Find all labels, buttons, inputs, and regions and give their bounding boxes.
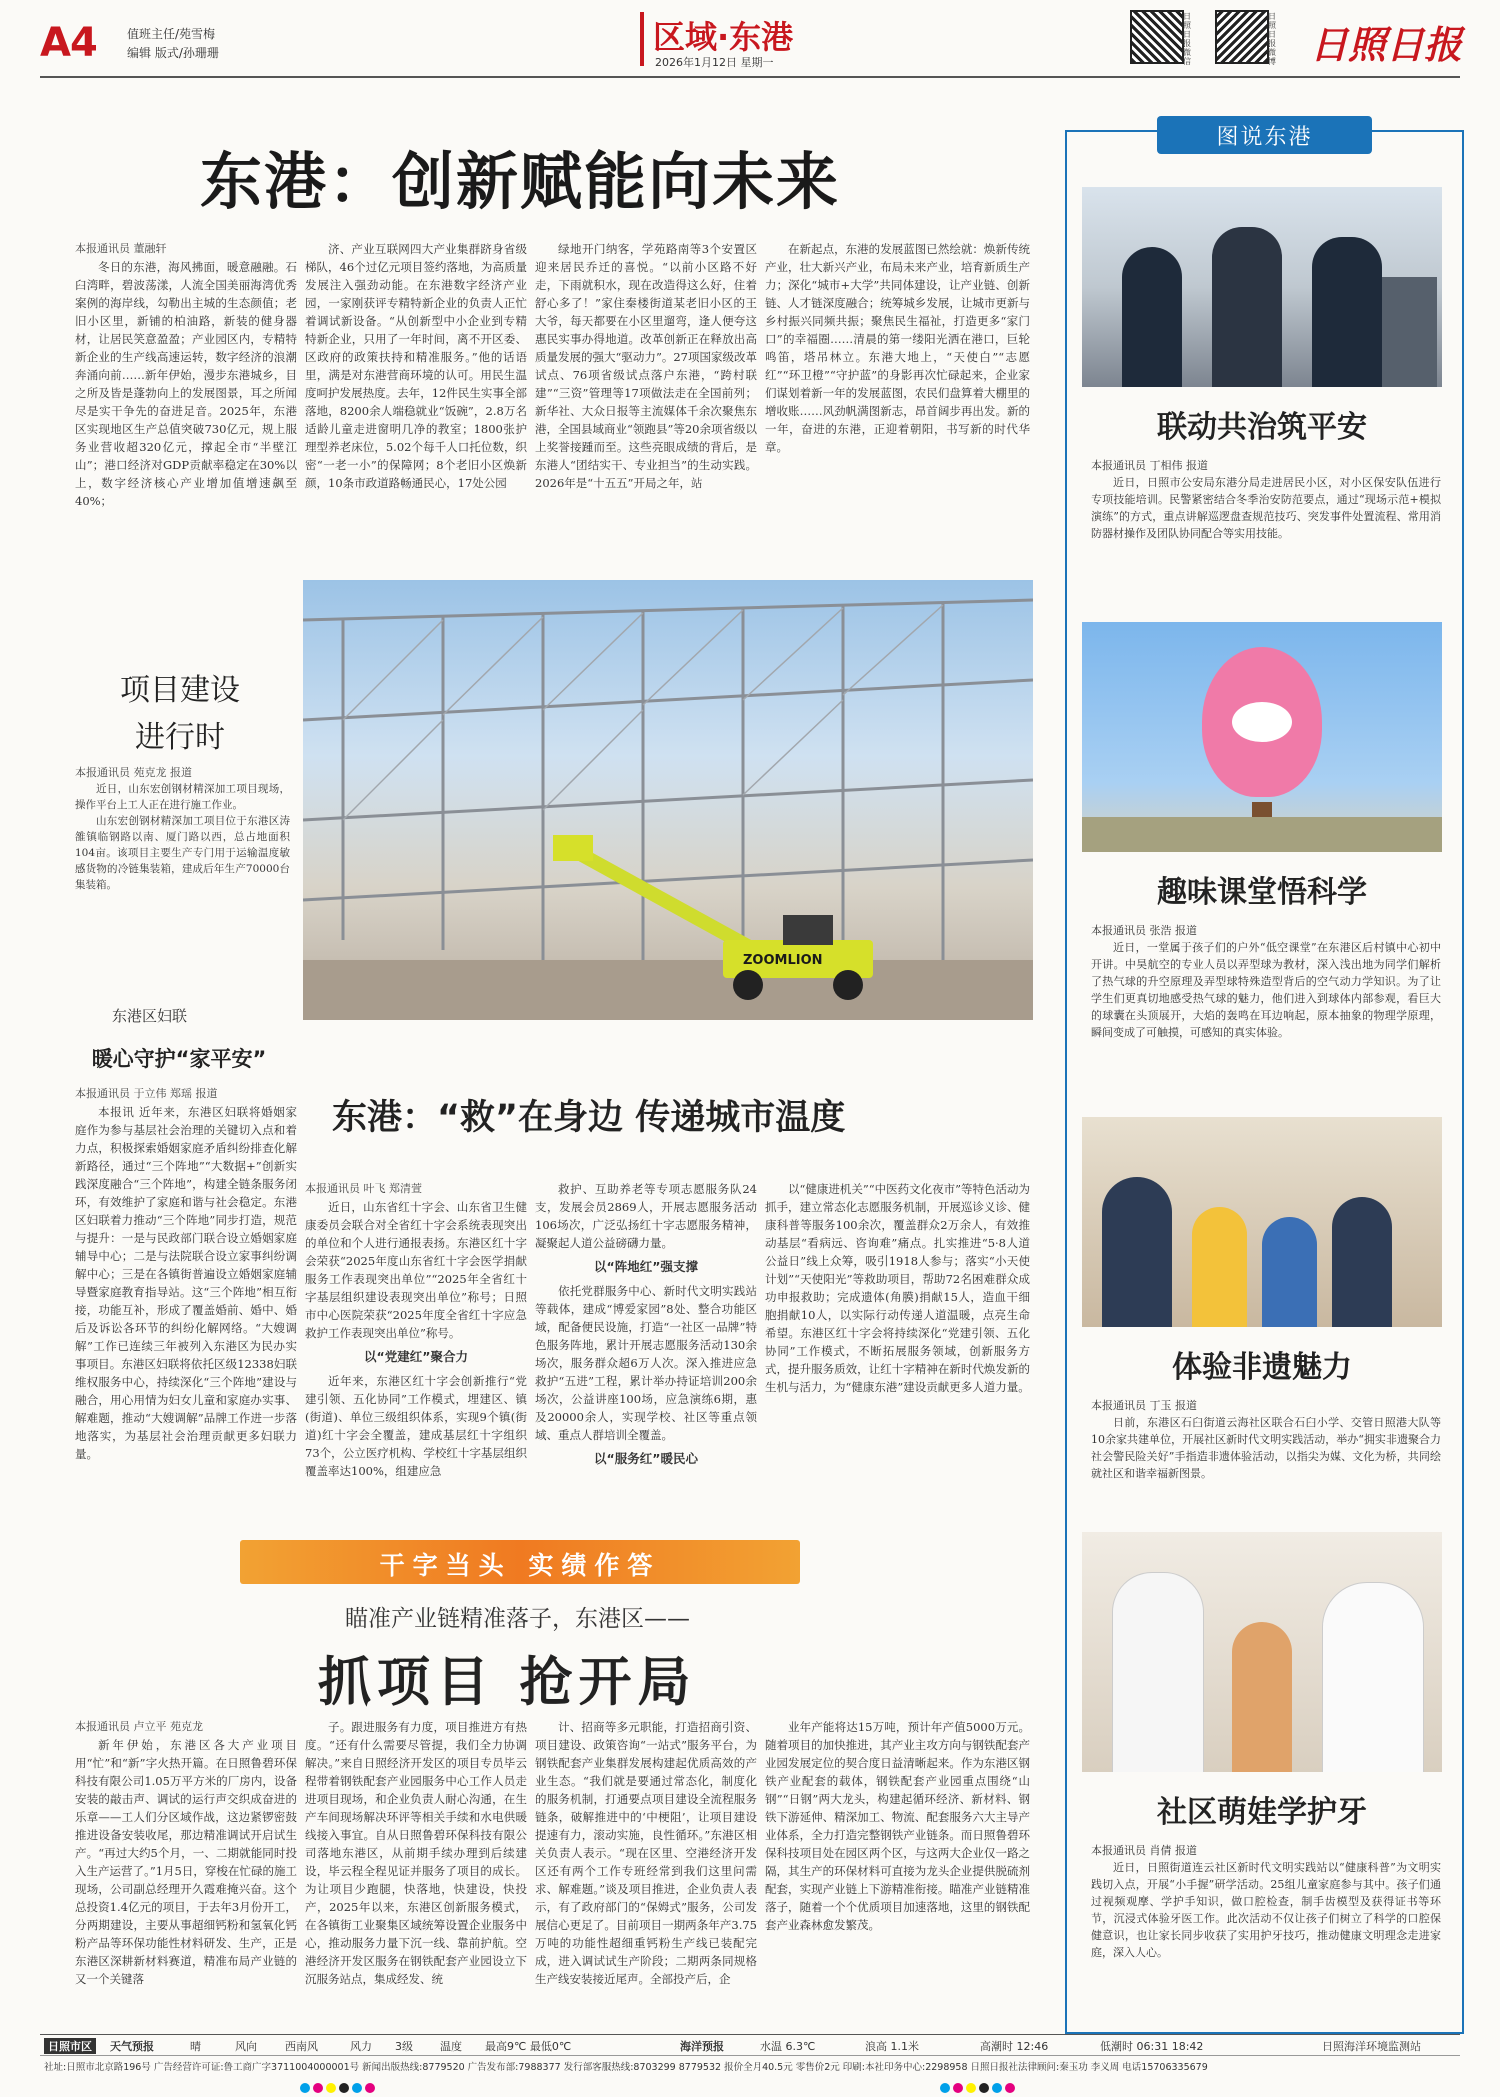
article1-text-2: 济、产业互联网四大产业集群跻身省级梯队，46个过亿元项目签约落地，为高质量发展注入强劲动能。在东港数字经济产业园，一家刚获评专精特新企业的负责人正忙着调试新设备。“从创新型中小企业到专精特新企业，只用了一年时间，离不开区委、区政府的政策扶持和精准服务。”他的话语里，满是对东港营商环境的认可。用民生温度呵护发展热度。去年，12件民生实事全部落地，8200余人端稳就业“饭碗”，2.8万名适龄儿童走进窗明几净的教室；1800张护理型养老床位，5.02个每千人口托位数，织密“一老一小”的保障网；8个老旧小区焕新颜，10条市政道路畅通民心，17处公园 [305, 242, 527, 490]
main-headline: 东港：创新赋能向未来 [200, 145, 841, 218]
project-title-2: 进行时 [135, 720, 225, 755]
footer-wind: 西南风 [285, 2040, 318, 2053]
redcross-subhead-1: 以“党建红”聚合力 [364, 1349, 468, 1364]
industry-text-2: 子。跟进服务有力度，项目推进方有热度。“还有什么需要尽管提，我们全力协调解决。”来自日照经济开发区的项目专员毕云程带着钢铁配套产业园服务中心工作人员走进项目现场，和企业负责人耐心沟通，在生产车间现场解决环评等相关手续和水电供暖线接入事宜。自从日照鲁碧环保科技有限公司落地东港区，从前期手续办理到后续建设，毕云程全程见证并服务了项目的成长。为让项目少跑腿，快落地，快建设，快投产，2025年以来，东港区创新服务模式，在各镇街工业聚集区域统筹设置企业服务中心，推动服务力量下沉一线、靠前护航。空港经济开发区服务在钢铁配套产业园设立下沉服务站点，集成经发、统 [305, 1720, 527, 1986]
hot-air-balloon-photo [1082, 622, 1442, 852]
footer-wind-label: 风向 [235, 2040, 257, 2053]
footer-wave: 浪高 1.1米 [865, 2040, 919, 2053]
redcross-text-2: 救护、互助养老等专项志愿服务队24支，发展会员2869人，开展志愿服务活动106场次，广泛弘扬红十字志愿服务精神，凝聚起人道公益磅礴力量。 [535, 1182, 757, 1250]
redcross-text-2b: 依托党群服务中心、新时代文明实践站等载体，建成“博爱家园”8处、整合功能区域，配备便民设施，打造“一社区一品牌”特色服务阵地，累计开展志愿服务活动130余场次，服务群众超6万人次。深入推进应急救护“五进”工程，累计举办持证培训200余场次，公益讲座100场，应急演练6期，惠及20000余人，实现学校、社区等重点领域、重点人群培训全覆盖。 [535, 1284, 757, 1442]
article1-text-1: 冬日的东港，海风拂面，暖意融融。石臼湾畔，碧波荡漾，人流全国美丽海湾优秀案例的海岸线，勾勒出主城的生态颜值；老旧小区里，新铺的柏油路，新装的健身器材，让居民笑意盈盈；产业园区内，专精特新企业的生产线高速运转，数字经济的浪潮奔涌向前……新年伊始，漫步东港城乡，目之所及皆是蓬勃向上的发展图景，耳之所闻尽是实干争先的奋进足音。2025年，东港区实现地区生产总值突破730亿元，规上服务业营收超320亿元，撑起全市“半壁江山”；港口经济对GDP贡献率稳定在30%以上，数字经济核心产业增加值增速飙至40%； [75, 260, 297, 508]
project-title-1: 项目建设 [120, 673, 240, 708]
project-text-2: 山东宏创钢材精深加工项目位于东港区涛雒镇临钢路以南、厦门路以西，总占地面积104亩。该项目主要生产专门用于运输温度敏感货物的冷链集装箱，建成后年生产70000台集装箱。 [75, 815, 290, 891]
industry-column-3 [535, 1718, 757, 2038]
sidebar-item-2-title: 趣味课堂悟科学 [1157, 875, 1367, 910]
sidebar-item-1-title: 联动共治筑平安 [1157, 410, 1367, 445]
sidebar-item-4-title: 社区萌娃学护牙 [1157, 1795, 1367, 1830]
weibo-qr-code [1215, 10, 1269, 64]
issue-date: 2026年1月12日 星期一 [655, 56, 774, 69]
footer-temp: 最高9℃ 最低0℃ [485, 2040, 572, 2053]
dental-care-photo [1082, 1532, 1442, 1772]
print-registration-marks-left [300, 2078, 375, 2097]
article1-text-3: 绿地开门纳客，学苑路南等3个安置区迎来居民乔迁的喜悦。“以前小区路不好走，下雨就积水，现在改造得这么好，住着舒心多了！”家住秦楼街道某老旧小区的王大爷，每天都要在小区里遛弯，逢人便夸这惠民实事办得地道。改革创新正在释放出高质量发展的强大“驱动力”。27项国家级改革试点、76项省级试点落户东港，“跨村联建”“三资”管理等17项做法走在全国前列；新华社、大众日报等主流媒体千余次聚焦东港，全国县域商业“领跑县”等20余项省级以上奖誉接踵而至。这些亮眼成绩的背后，是东港人“团结实干、专业担当”的生动实践。2026年是“十五五”开局之年，站 [535, 242, 757, 490]
construction-photo [303, 580, 1033, 1020]
redcross-text-3: 以“健康进机关”“中医药文化夜市”等特色活动为抓手，建立常态化志愿服务机制，开展巡诊义诊、健康科普等服务100余次，覆盖群众2万余人，有效推动基层“看病远、咨询难”痛点。扎实推进“5·8人道公益日”线上众筹，吸引1918人参与；落实“小天使计划”“天使阳光”等救助项目，帮助72名困难群众成功申报救助；完成遗体(角膜)捐献15人，造血干细胞捐献10人，以实际行动传递人道温暖，点亮生命希望。东港区红十字会将持续深化“党建引领、五化协同”工作模式，不断拓展服务领域，创新服务方式，提升服务质效，让红十字精神在新时代焕发新的生机与活力，为“健康东港”建设贡献更多人道力量。 [765, 1182, 1030, 1394]
sidebar-item-3-text-block [1091, 1397, 1441, 1497]
slogan-text: 干字当头 实绩作答 [379, 1551, 661, 1580]
sidebar-item-3-byline: 本报通讯员 丁玉 报道 [1091, 1399, 1197, 1412]
footer-force-label: 风力 [350, 2040, 372, 2053]
footer-weather-label: 天气预报 [110, 2040, 154, 2053]
footer-sea-label: 海洋预报 [680, 2040, 724, 2053]
footer-rule-mid [40, 2055, 1460, 2056]
industry-byline: 本报通讯员 卢立平 苑克龙 [75, 1720, 203, 1733]
women-text: 本报讯 近年来，东港区妇联将婚姻家庭作为参与基层社会治理的关键切入点和着力点，积极探索婚姻家庭矛盾纠纷排查化解新路径，通过“三个阵地”“大数据+”创新实践深度融合“三个阵地”，构建全链条服务闭环，有效维护了家庭和谐与社会稳定。东港区妇联着力推动“三个阵地”同步打造，规范与提升：一是与民政部门联合设立婚姻家庭辅导中心；二是与法院联合设立家事纠纷调解中心；三是在各镇街普遍设立婚姻家庭辅导暨家庭教育指导站。这“三个阵地”相互衔接，功能互补，形成了覆盖婚前、婚中、婚后及诉讼各环节的纠纷化解网络。“大嫂调解”工作已连续三年被列入东港区为民办实事项目。东港区妇联将依托区级12338妇联维权服务中心，持续深化“三个阵地”建设与融合，用心用情为妇女儿童和家庭办实事、解难题，推动“大嫂调解”品牌工作进一步落地落实，为基层社会治理贡献更多妇联力量。 [75, 1105, 297, 1461]
print-registration-marks-right [940, 2078, 1015, 2097]
women-title: 暖心守护“家平安” [91, 1047, 267, 1071]
article1-byline: 本报通讯员 董融轩 [75, 242, 167, 255]
sidebar-item-1-text: 近日，日照市公安局东港分局走进居民小区，对小区保安队伍进行专项技能培训。民警紧密结合冬季治安防范要点，通过“现场示范+模拟演练”的方式，重点讲解巡逻盘查规范技巧、突发事件处置流程、常用消防器材操作及团队协同配合等实用技能。 [1091, 476, 1441, 540]
women-org: 东港区妇联 [112, 1007, 188, 1025]
sidebar-item-2-text: 近日，一堂属于孩子们的户外“低空课堂”在东港区后村镇中心初中开讲。中昊航空的专业人员以弄型球为教材，深入浅出地为同学们解析了热气球的升空原理及弄型球特殊造型背后的空气动力学知识。为了让学生们更真切地感受热气球的魅力，他们进入到球体内部参观，看巨大的球囊在头顶展开，大焰的轰鸣在耳边响起，原本抽象的物理学原理，瞬间变成了可触摸，可感知的真实体验。 [1091, 941, 1441, 1039]
industry-column-1 [75, 1718, 297, 2038]
industry-column-2 [305, 1718, 527, 2038]
project-byline: 本报通讯员 苑克龙 报道 [75, 766, 192, 779]
heritage-activity-photo [1082, 1117, 1442, 1327]
section-divider [640, 12, 644, 66]
footer-rule-top [40, 2034, 1460, 2035]
duty-editor: 值班主任/苑雪梅 [127, 27, 216, 41]
lift-brand-label: ZOOMLION [743, 953, 823, 968]
sidebar-item-4-text: 近日，日照街道连云社区新时代文明实践站以“健康科普”为文明实践切入点，开展“小手握”研学活动。25组儿童家庭参与其中。孩子们通过视频观摩、学护手知识，做口腔检查，制手齿模型及获得证书等环节，沉浸式体验牙医工作。此次活动不仅让孩子们树立了科学的口腔保健意识，也让家长同步收获了实用护牙技巧，推动健康文明理念走进家庭，深入人心。 [1091, 1861, 1441, 1959]
sidebar-item-2-byline: 本报通讯员 张浩 报道 [1091, 924, 1197, 937]
article1-column-3 [535, 240, 757, 570]
industry-column-4 [765, 1718, 1030, 2038]
industry-title: 抓项目 抢开局 [318, 1652, 697, 1713]
article1-text-4: 在新起点，东港的发展蓝图已然绘就：焕新传统产业，壮大新兴产业，布局未来产业，培育新质生产力；深化“城市+大学”共同体建设，让产业链、创新链、人才链深度融合；统筹城乡发展，让城市更新与乡村振兴同频共振；聚焦民生福祉，打造更多“家门口”的幸福圈……清晨的第一缕阳光洒在港口，巨轮鸣笛，塔吊林立。东港大地上，“天使白”“志愿红”“环卫橙”“守护蓝”的身影再次忙碌起来，企业家们谋划着新一年的发展蓝图，农民们盘算着大棚里的增收账……风劲帆满图新志，昂首阔步再出发。新的一年，奋进的东港，正迎着朝阳，书写新的时代华章。 [765, 242, 1030, 454]
redcross-column-3 [765, 1180, 1030, 1530]
footer-water-temp: 水温 6.3℃ [760, 2040, 816, 2053]
article1-column-4 [765, 240, 1030, 570]
article1-column-2 [305, 240, 527, 570]
police-training-photo [1082, 187, 1442, 387]
sidebar-item-2-text-block [1091, 922, 1441, 1082]
footer-publisher-info: 社址:日照市北京路196号 广告经营许可证:鲁工商广字3711004000001号 新闻出版热线:8779520 广告发布部:7988377 发行部客服热线:8703299 8779532 报价全月40.5元 零售价2元 印刷:本社印务中心:2298958 日照日报社法律顾问:秦玉功 李义周 电话15706335679 [44, 2062, 1208, 2073]
redcross-title: 东港：“救”在身边 传递城市温度 [332, 1098, 846, 1138]
redcross-byline: 本报通讯员 叶飞 郑清萱 [305, 1182, 422, 1195]
qr1-label: 日照日报微信 [1183, 12, 1191, 66]
redcross-text-1: 近日，山东省红十字会、山东省卫生健康委员会联合对全省红十字会系统表现突出的单位和个人进行通报表扬。东港区红十字会荣获“2025年度山东省红十字会医学捐献服务工作表现突出单位”“2025年全省红十字基层组织建设表现突出单位”称号；日照市中心医院荣获“2025年度全省红十字应急救护工作表现突出单位”称号。 [305, 1200, 527, 1340]
project-text-1: 近日，山东宏创钢材精深加工项目现场，操作平台上工人正在进行施工作业。 [75, 783, 290, 811]
qr2-label: 日照日报 微博 [1268, 12, 1276, 66]
sidebar-item-3-text: 日前，东港区石臼街道云海社区联合石臼小学、交管日照港大队等10余家共建单位，开展社区新时代文明实践活动，举办“拥实非遗聚合力 社会警民险关好”手指造非遗体验活动，以指尖为媒、文化为桥，共同绘就社区和谐幸福新图景。 [1091, 1416, 1441, 1480]
footer-station: 日照海洋环境监测站 [1322, 2040, 1421, 2053]
sidebar-header: 图说东港 [1216, 125, 1313, 150]
photo-sidebar [1065, 125, 1464, 2034]
industry-text-1: 新年伊始，东港区各大产业项目用“忙”和“新”字火热开篇。在日照鲁碧环保科技有限公司1.05万平方米的厂房内，设备安装的敲击声、调试的运行声交织成奋进的乐章——工人们分区域作战，这边紧锣密鼓推进设备安装收尾，那边精准调试开启试生产。“再过大约5个月，一、二期就能同时投入生产运营了。”1月5日，穿梭在忙碌的施工现场，公司副总经理开久霞难掩兴奋。这个总投资1.4亿元的项目，于去年3月份开工，分两期建设，主要从事超细钙粉和氢氧化钙粉产品等环保功能性材料研发、生产，正是东港区深耕新材料赛道，精准布局产业链的又一个关键落 [75, 1738, 297, 1986]
editors: 编辑 版式/孙珊珊 [127, 46, 219, 60]
project-caption [75, 765, 290, 895]
masthead-logo: 日照日报 [1310, 22, 1463, 67]
page-number: A4 [40, 20, 97, 66]
redcross-column-2 [535, 1180, 757, 1530]
footer-city: 日照市区 [44, 2038, 96, 2054]
redcross-subhead-2: 以“阵地红”强支撑 [594, 1259, 698, 1274]
footer-low-tide: 低潮时 06:31 18:42 [1100, 2040, 1204, 2053]
women-byline: 本报通讯员 于立伟 郑瑶 报道 [75, 1087, 218, 1100]
redcross-text-1b: 近年来，东港区红十字会创新推行“党建引领、五化协同”工作模式，埋建区、镇(街道)、单位三级组织体系，实现9个镇(街道)红十字会全覆盖，建成基层红十字组织73个，公立医疗机构、学校红十字基层组织覆盖率达100%，组建应急 [305, 1374, 527, 1478]
sidebar-item-4-byline: 本报通讯员 肖倩 报道 [1091, 1844, 1197, 1857]
redcross-column-1 [305, 1180, 527, 1530]
industry-text-3: 计、招商等多元职能，打造招商引资、项目建设、政策咨询“一站式”服务平台，为钢铁配套产业集群发展构建起优质高效的产业生态。“我们就是要通过常态化，制度化的服务机制，打通要点项目建设全流程服务链条，破解推进中的‘中梗阻’，让项目建设提速有力，滚动实施，良性循环。”东港区相关负责人表示。“现在区里、空港经济开发区还有两个工作专班经常到我们这里问需求、解难题。”谈及项目推进，企业负责人表示，有了政府部门的“保姆式”服务，公司发展信心更足了。目前项目一期两条年产3.75万吨的功能性超细重钙粉生产线已装配完成，进入调试试生产阶段；二期两条同规格生产线安装接近尾声。全部投产后，企 [535, 1720, 757, 1986]
sidebar-item-3-title: 体验非遗魅力 [1172, 1350, 1352, 1385]
section-title: 区域·东港 [653, 18, 794, 56]
steel-frame-illustration [303, 580, 1033, 1020]
footer-force: 3级 [395, 2040, 413, 2053]
industry-text-4: 业年产能将达15万吨，预计年产值5000万元。随着项目的加快推进，其产业主攻方向与钢铁配套产业园发展定位的契合度日益清晰起来。作为东港区钢铁产业配套的载体，钢铁配套产业园重点围绕“山钢”“日钢”两大龙头，构建起循环经济、新材料、钢铁下游延伸、精深加工、物流、配套服务六大主导产业体系，全力打造完整钢铁产业链条。而日照鲁碧环保科技项目处在园区两个区，与这两大企业仅一路之隔，其生产的环保材料可直接为龙头企业提供脱硫剂配套，实现产业链上下游精准衔接。瞄准产业链精准落子，随着一个个优质项目加速落地，这里的钢铁配套产业森林愈发繁茂。 [765, 1720, 1030, 1932]
industry-kicker: 瞄准产业链精准落子，东港区—— [345, 1606, 690, 1632]
wechat-qr-code [1130, 10, 1184, 64]
article1-column-1 [75, 240, 297, 570]
sidebar-item-4-text-block [1091, 1842, 1441, 2017]
footer-weather: 晴 [190, 2040, 201, 2053]
sidebar-item-1-byline: 本报通讯员 丁相伟 报道 [1091, 459, 1208, 472]
header-rule [40, 76, 1460, 78]
footer-temp-label: 温度 [440, 2040, 462, 2053]
women-article [75, 1085, 297, 1530]
redcross-subhead-3: 以“服务红”暖民心 [594, 1451, 698, 1466]
sidebar-item-1-text-block [1091, 457, 1441, 577]
footer-high-tide: 高潮时 12:46 [980, 2040, 1049, 2053]
